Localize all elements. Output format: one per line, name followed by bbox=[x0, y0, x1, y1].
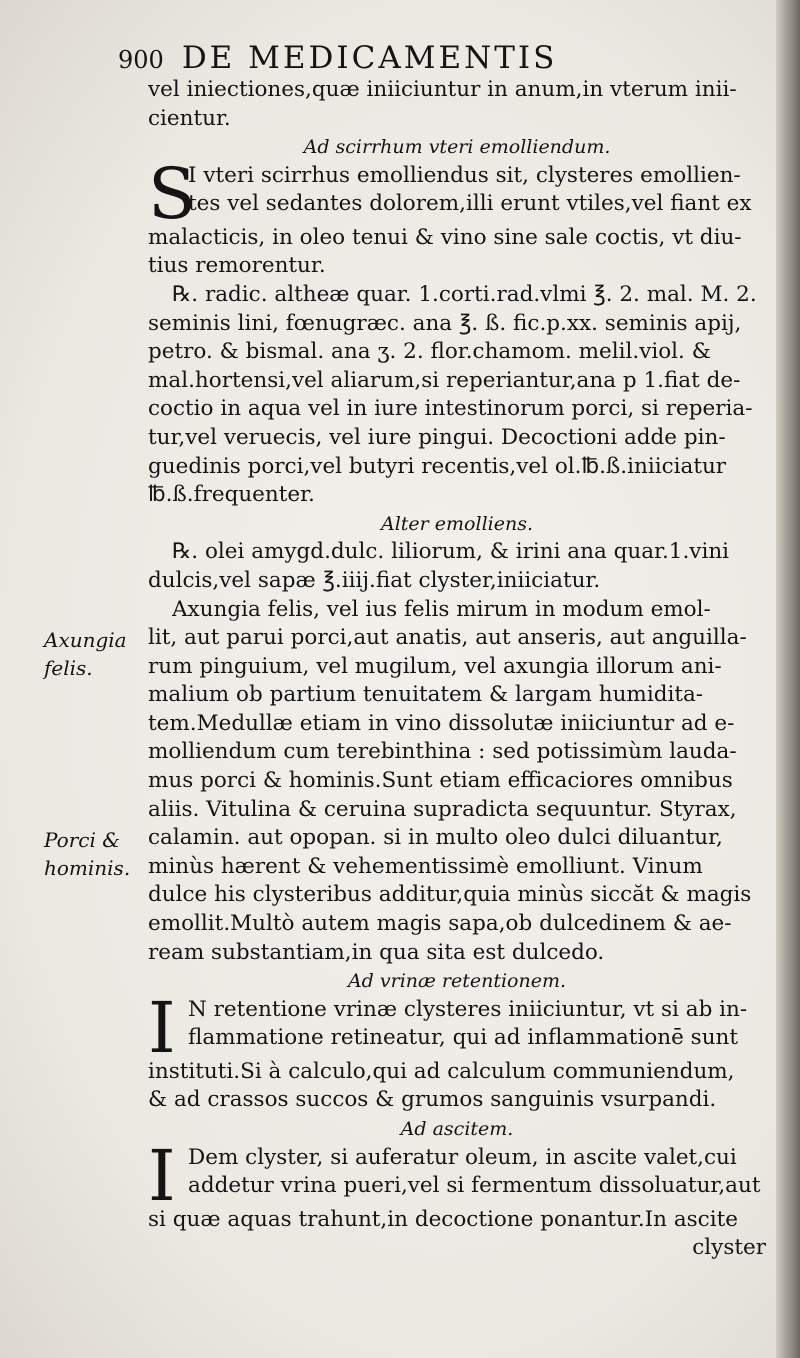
paragraph-vrinae bbox=[148, 986, 766, 1069]
running-title: DE MEDICAMENTIS bbox=[181, 40, 558, 76]
text-line: petro. & bismal. ana ʒ. 2. flor.chamom. melil.viol. & bbox=[148, 339, 711, 365]
page-number: 900 bbox=[118, 46, 164, 74]
text-line: Dem clyster, si auferatur oleum, in ascite valet,cui bbox=[188, 1144, 737, 1170]
text-line: instituti.Si à calculo,qui ad calculum communiendum, bbox=[148, 1058, 735, 1084]
text-line: I vteri scirrhus emolliendus sit, clysteres emollien- bbox=[188, 162, 741, 188]
text-line: tius remorentur. bbox=[148, 253, 326, 279]
text-line: dulcis,vel sapæ ℥.iiij.fiat clyster,iniiciatur. bbox=[148, 567, 601, 593]
text-line: mal.hortensi,vel aliarum,si reperiantur,ana p 1.fiat de- bbox=[148, 367, 741, 393]
catchword: clyster bbox=[692, 1235, 766, 1261]
recipe-line: ℞. olei amygd.dulc. liliorum, & irini ana quar.1.vini bbox=[172, 539, 730, 565]
section-heading-vrinae: Ad vrinæ retentionem. bbox=[347, 970, 567, 993]
paragraph-ascitem bbox=[148, 1134, 766, 1217]
section-heading-scirrhus: Ad scirrhum vteri emolliendum. bbox=[303, 136, 611, 159]
text-line: ℔.ß.frequenter. bbox=[148, 482, 315, 508]
text-line: tem.Medullæ etiam in vino dissolutæ iniiciuntur ad e- bbox=[148, 710, 735, 736]
text-line: cientur. bbox=[148, 105, 231, 131]
drop-cap-letter: I bbox=[148, 1134, 176, 1217]
margin-note-axungia bbox=[44, 626, 144, 682]
text-line: dulce his clysteribus additur,quia minùs siccăt & magis bbox=[148, 882, 752, 908]
text-line: coctio in aqua vel in iure intestinorum porci, si reperia- bbox=[148, 396, 753, 422]
text-line: flammatione retineatur, qui ad inflammationē sunt bbox=[188, 1025, 739, 1051]
text-line: & ad crassos succos & grumos sanguinis vsurpandi. bbox=[148, 1087, 717, 1113]
text-line: Axungia felis, vel ius felis mirum in modum emol- bbox=[172, 596, 711, 622]
section-heading-ascitem: Ad ascitem. bbox=[400, 1118, 514, 1140]
drop-cap-letter: I bbox=[148, 986, 176, 1069]
text-line: guedinis porci,vel butyri recentis,vel ol.℔.ß.iniiciatur bbox=[148, 453, 727, 479]
text-line: tes vel sedantes dolorem,illi erunt vtiles,vel fiant ex bbox=[188, 191, 752, 217]
text-line: molliendum cum terebinthina : sed potissimùm lauda- bbox=[148, 739, 737, 765]
recipe-line: ℞. radic. altheæ quar. 1.corti.rad.vlmi ℥. 2. mal. M. 2. bbox=[172, 281, 757, 307]
text-line: emollit.Multò autem magis sapa,ob dulcedinem & ae- bbox=[148, 911, 732, 937]
text-line: malacticis, in oleo tenui & vino sine sale coctis, vt diu- bbox=[148, 224, 742, 250]
margin-note-line: hominis. bbox=[44, 856, 131, 880]
text-line: addetur vrina pueri,vel si fermentum dissoluatur,aut bbox=[188, 1173, 761, 1199]
text-line: vel iniectiones,quæ iniiciuntur in anum,in vterum inii- bbox=[148, 77, 737, 102]
running-header bbox=[118, 38, 758, 80]
text-line: tur,vel veruecis, vel iure pingui. Decoctioni adde pin- bbox=[148, 424, 726, 450]
margin-note-porci bbox=[44, 826, 144, 882]
margin-note-line: Porci & bbox=[44, 828, 121, 852]
text-line: malium ob partium tenuitatem & largam humidita- bbox=[148, 682, 704, 708]
text-line: aliis. Vitulina & ceruina supradicta sequuntur. Styrax, bbox=[148, 796, 737, 822]
text-line: ream substantiam,in qua sita est dulcedo. bbox=[148, 939, 605, 965]
text-line: si quæ aquas trahunt,in decoctione ponantur.In ascite bbox=[148, 1206, 738, 1232]
section-heading-alter: Alter emolliens. bbox=[381, 512, 533, 535]
text-line: N retentione vrinæ clysteres iniiciuntur, vt si ab in- bbox=[188, 996, 748, 1022]
text-line: lit, aut parui porci,aut anatis, aut anseris, aut anguilla- bbox=[148, 625, 747, 651]
page-gutter-shadow bbox=[776, 0, 800, 1358]
paragraph-scirrhus bbox=[148, 152, 766, 235]
text-line: rum pinguium, vel mugilum, vel axungia illorum ani- bbox=[148, 653, 722, 679]
drop-cap-letter: S bbox=[148, 152, 196, 235]
margin-note-line: Axungia bbox=[44, 628, 127, 652]
text-line: calamin. aut opopan. si in multo oleo dulci diluantur, bbox=[148, 825, 723, 851]
text-line: mus porci & hominis.Sunt etiam efficaciores omnibus bbox=[148, 768, 733, 794]
margin-note-line: felis. bbox=[44, 656, 93, 680]
text-line: seminis lini, fœnugræc. ana ℥. ß. fic.p.xx. seminis apij, bbox=[148, 310, 742, 336]
text-line: minùs hærent & vehementissimè emolliunt. Vinum bbox=[148, 853, 703, 879]
text-body bbox=[148, 76, 766, 1263]
